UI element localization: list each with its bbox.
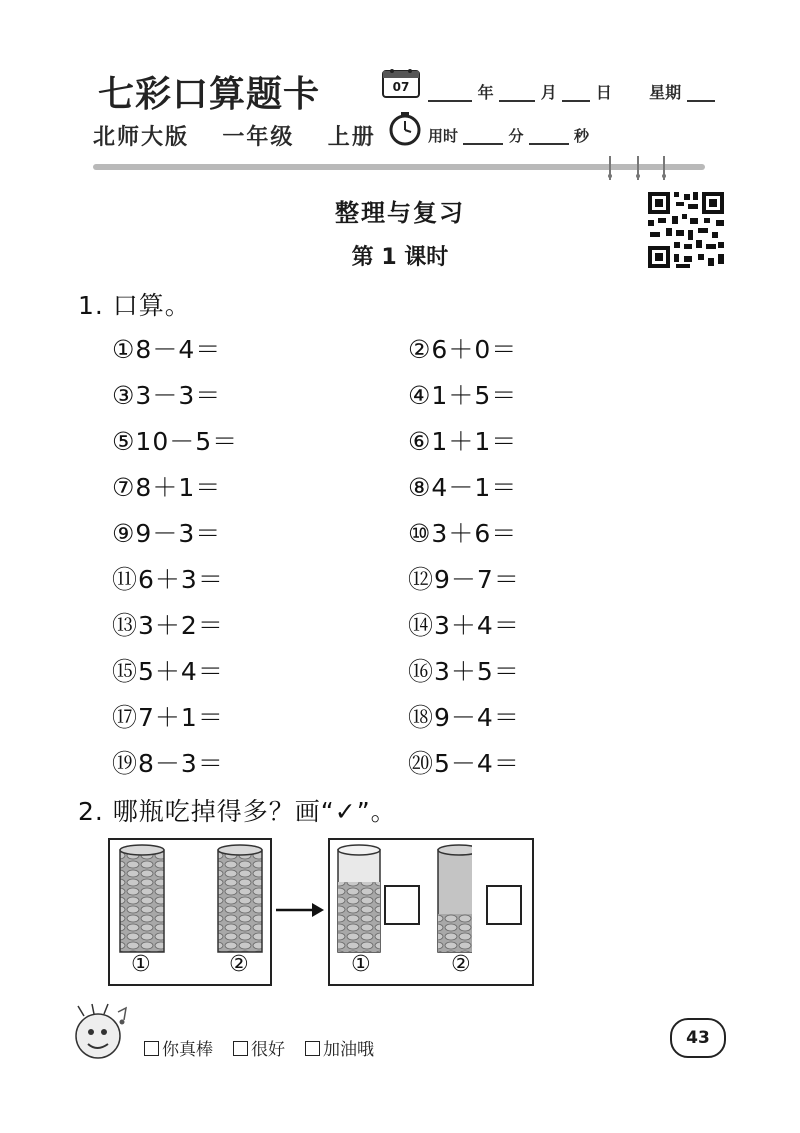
problem-expression: 8－3＝ — [138, 749, 224, 778]
arrow-right-icon — [274, 900, 326, 920]
week-blank[interactable] — [687, 99, 715, 102]
month-label: 月 — [540, 83, 557, 102]
problem-expression: 7＋1＝ — [138, 703, 224, 732]
problem — [408, 606, 520, 642]
problem-number: ⑪ — [112, 565, 139, 594]
problem-expression: 9－3＝ — [135, 519, 222, 548]
edition: 北师大版 — [93, 125, 190, 150]
problem-number: ⑮ — [112, 657, 139, 686]
problem-expression: 1＋5＝ — [431, 381, 518, 410]
grade: 一年级 — [222, 125, 295, 150]
header-divider — [93, 164, 705, 170]
date-fields — [428, 80, 715, 103]
problem-number: ⑦ — [112, 473, 136, 502]
problem-number: ⑫ — [408, 565, 435, 594]
divider-pin — [636, 156, 640, 180]
problem-number: ④ — [408, 381, 432, 410]
problem — [408, 422, 517, 458]
jar-label-1: ① — [351, 952, 371, 977]
problem-number: ⑱ — [408, 703, 435, 732]
full-jars-illustration — [112, 842, 268, 954]
problem-expression: 3＋4＝ — [434, 611, 520, 640]
problem — [112, 744, 224, 780]
problem — [112, 606, 224, 642]
second-label: 秒 — [573, 127, 589, 145]
year-label: 年 — [477, 83, 494, 102]
jar-label-1: ① — [131, 952, 151, 977]
problem-expression: 3＋2＝ — [138, 611, 224, 640]
problem-number: ⑬ — [112, 611, 139, 640]
problem-expression: 6＋0＝ — [431, 335, 518, 364]
problem — [112, 330, 221, 366]
answer-box-jar-2[interactable] — [486, 885, 522, 925]
q2-heading: 2. 哪瓶吃掉得多？画“✓”。 — [78, 797, 397, 826]
problem — [408, 560, 520, 596]
problem-expression: 8＋1＝ — [135, 473, 222, 502]
time-label: 用时 — [428, 127, 459, 145]
divider-pin — [608, 156, 612, 180]
problem — [112, 376, 221, 412]
problem-expression: 5－4＝ — [434, 749, 520, 778]
problem-expression: 3－3＝ — [135, 381, 222, 410]
year-blank[interactable] — [428, 99, 472, 102]
rating-checkbox[interactable] — [305, 1041, 320, 1056]
problem-number: ⑨ — [112, 519, 136, 548]
problem-expression: 4－1＝ — [431, 473, 518, 502]
clock-icon — [388, 112, 422, 146]
problem — [408, 468, 517, 504]
qr-code[interactable] — [646, 190, 726, 270]
problem-expression: 5＋4＝ — [138, 657, 224, 686]
problem-number: ② — [408, 335, 432, 364]
problem-expression: 6＋3＝ — [138, 565, 224, 594]
problem — [408, 514, 517, 550]
problem-expression: 9－7＝ — [434, 565, 520, 594]
problem — [408, 744, 520, 780]
page-title: 整理与复习 — [335, 199, 465, 227]
problem — [112, 468, 221, 504]
problem — [112, 652, 224, 688]
problem — [408, 376, 517, 412]
jar-label-2: ② — [451, 952, 471, 977]
problem — [112, 514, 221, 550]
rating-label: 很好 — [251, 1040, 285, 1060]
week-label: 星期 — [649, 83, 682, 102]
divider-pin — [662, 156, 666, 180]
month-blank[interactable] — [499, 99, 535, 102]
rating-checkbox[interactable] — [233, 1041, 248, 1056]
rating-label: 加油哦 — [323, 1040, 374, 1060]
time-fields — [428, 125, 589, 146]
brand-title: 七彩口算题卡 — [98, 73, 321, 115]
jar-label-2: ② — [229, 952, 249, 977]
minute-label: 分 — [508, 127, 524, 145]
problem-number: ⑭ — [408, 611, 435, 640]
rating-checkbox[interactable] — [144, 1041, 159, 1056]
calendar-day: 07 — [392, 80, 410, 94]
problem-number: ⑯ — [408, 657, 435, 686]
problem — [408, 330, 517, 366]
rating-option-good[interactable] — [233, 1035, 285, 1060]
rating-label: 你真棒 — [162, 1040, 213, 1060]
problem — [408, 652, 520, 688]
rating-option-keep-trying[interactable] — [305, 1035, 374, 1060]
problem-expression: 3＋5＝ — [434, 657, 520, 686]
rating-option-great[interactable] — [144, 1035, 213, 1060]
problem-number: ⑳ — [408, 749, 435, 778]
answer-box-jar-1[interactable] — [384, 885, 420, 925]
edition-line — [93, 120, 376, 151]
problem-expression: 10－5＝ — [135, 427, 239, 456]
volume: 上册 — [327, 125, 376, 150]
problem-number: ① — [112, 335, 136, 364]
page-number: 43 — [670, 1018, 726, 1058]
problem-expression: 3＋6＝ — [431, 519, 518, 548]
problem-number: ⑤ — [112, 427, 136, 456]
problem-number: ⑰ — [112, 703, 139, 732]
problem-number: ⑲ — [112, 749, 139, 778]
q1-heading: 1. 口算。 — [78, 291, 191, 320]
problem-number: ⑩ — [408, 519, 432, 548]
problem-expression: 8－4＝ — [135, 335, 222, 364]
problem-expression: 1＋1＝ — [431, 427, 518, 456]
problem-number: ③ — [112, 381, 136, 410]
problem — [112, 698, 224, 734]
problem-expression: 9－4＝ — [434, 703, 520, 732]
problem — [408, 698, 520, 734]
lesson-subtitle: 第 1 课时 — [351, 245, 449, 270]
problem-number: ⑥ — [408, 427, 432, 456]
problem — [112, 422, 238, 458]
mascot-illustration — [70, 1002, 134, 1068]
day-label: 日 — [595, 83, 612, 102]
second-blank[interactable] — [529, 142, 569, 145]
day-blank[interactable] — [562, 99, 590, 102]
problem — [112, 560, 224, 596]
problem-number: ⑧ — [408, 473, 432, 502]
minute-blank[interactable] — [463, 142, 503, 145]
